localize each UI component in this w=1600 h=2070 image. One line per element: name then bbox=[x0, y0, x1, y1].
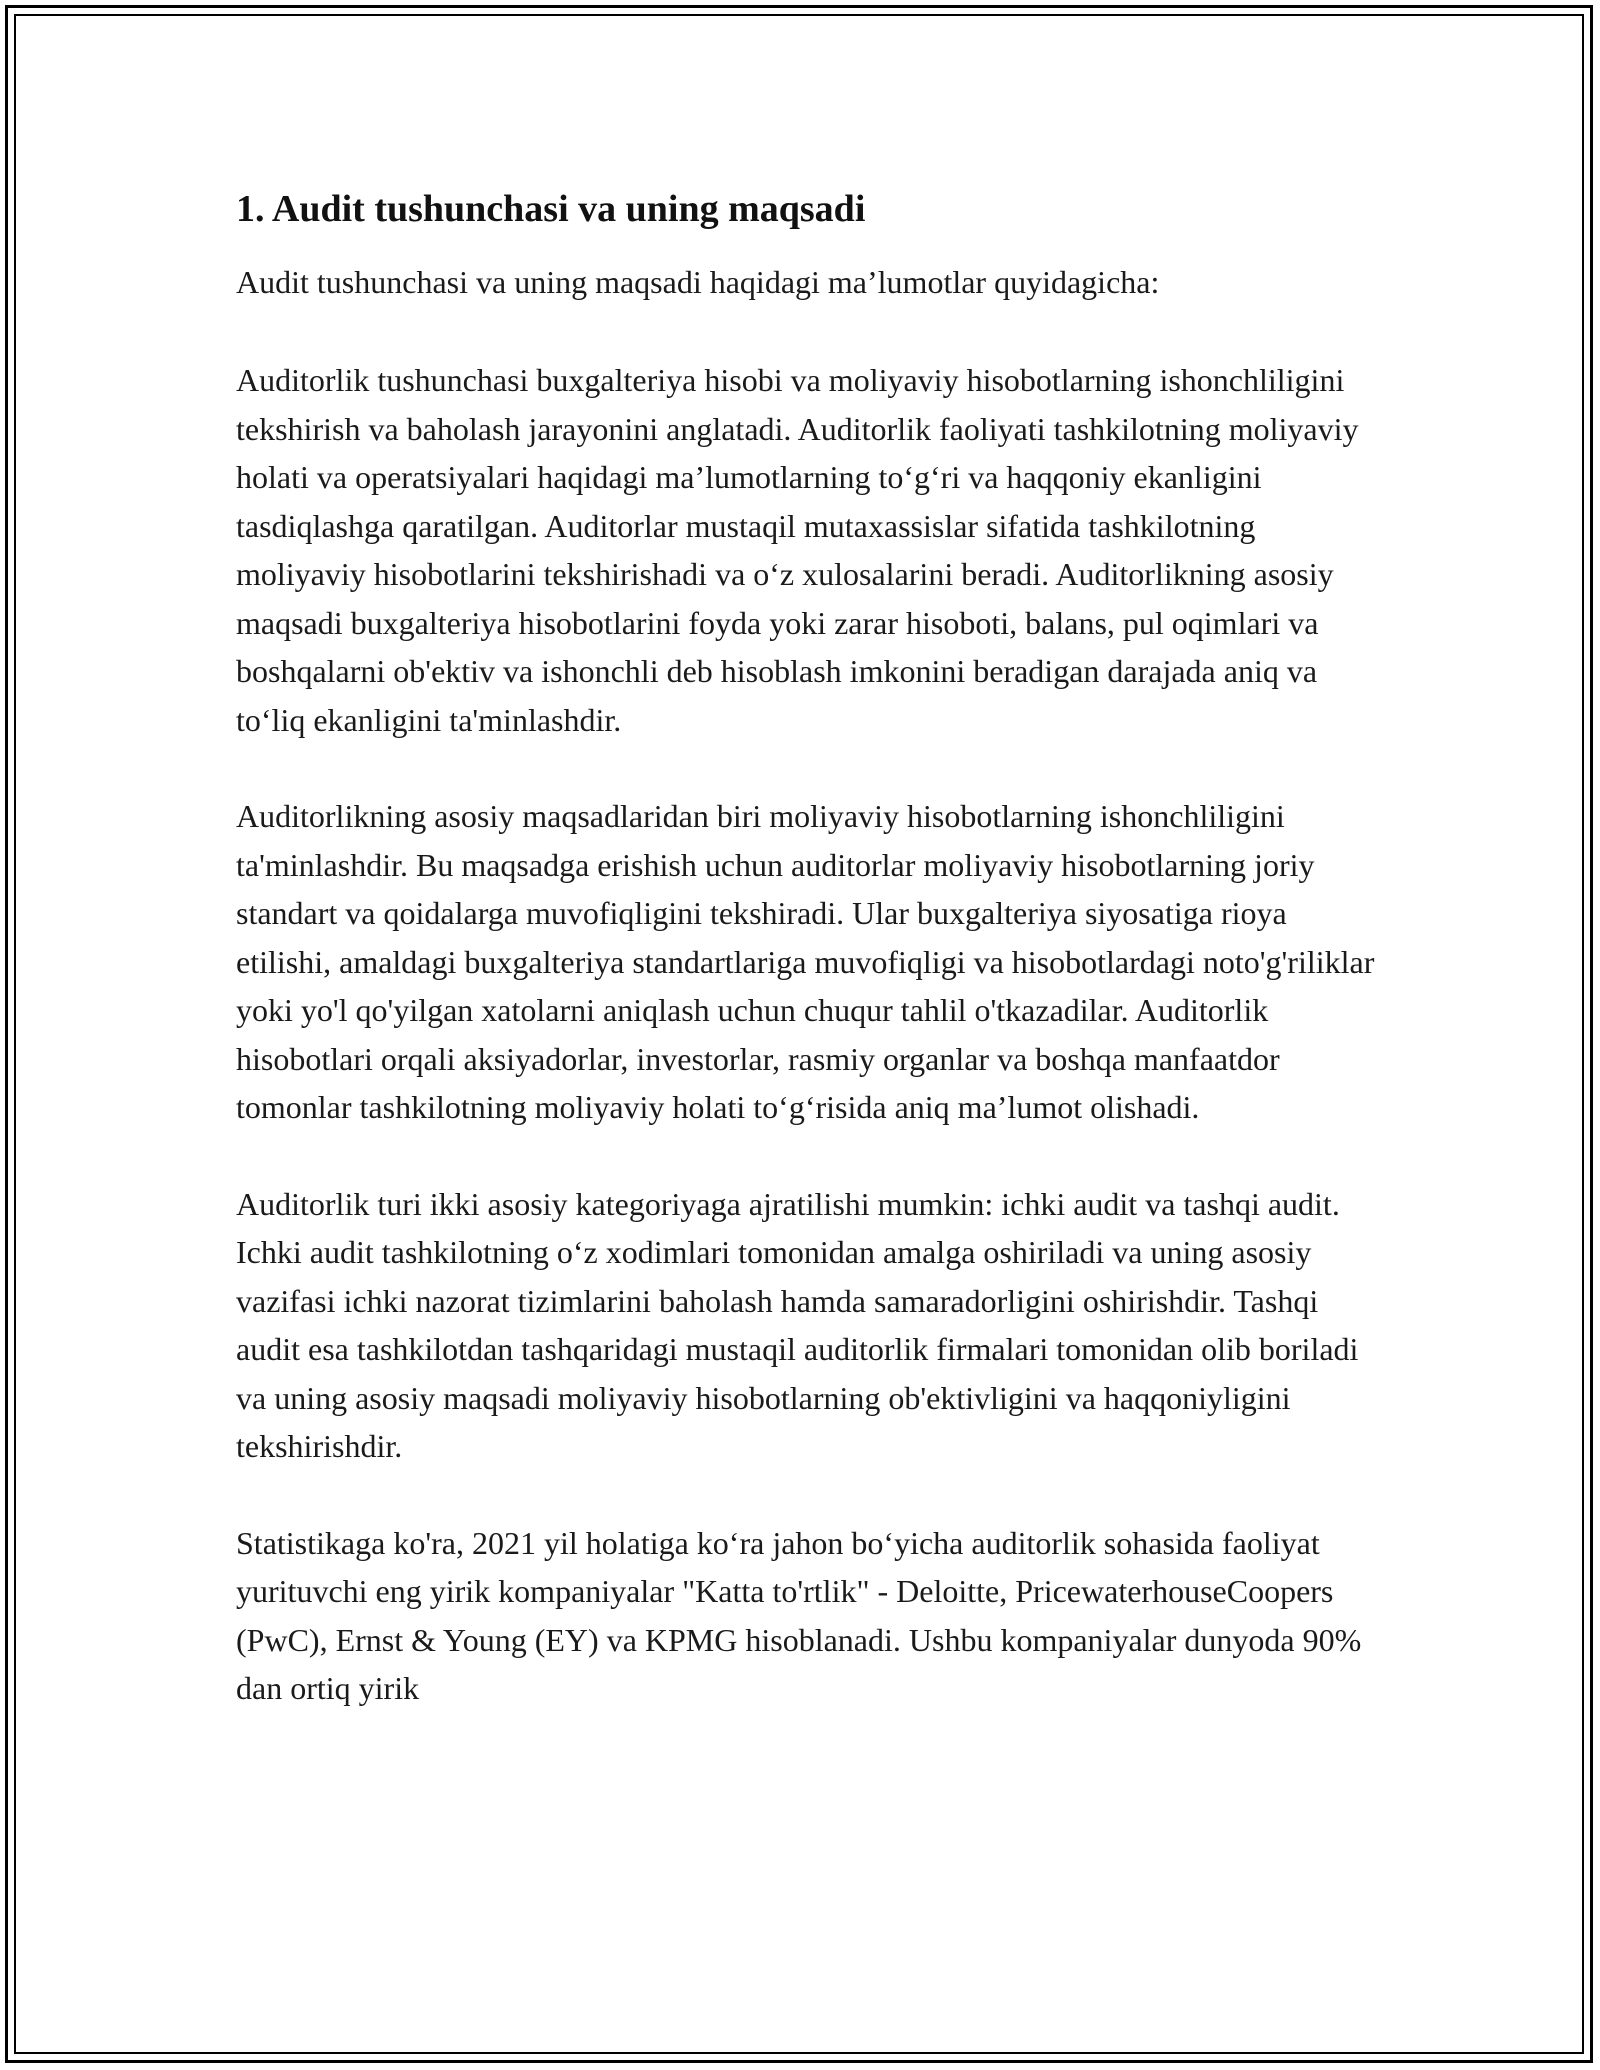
paragraph-main-goal: Auditorlikning asosiy maqsadlaridan biri moliyaviy hisobotlarning ishonchliligini ta'minlashdir. Bu maqsadga erishish uchun auditorlar moliyaviy hisobotlarning joriy standart va qoidalarga muvofiqligini tekshiradi. Ular buxgalteriya siyosatiga rioya etilishi, amaldagi buxgalteriya standartlariga muvofiqligi va hisobotlardagi noto'g'riliklar yoki yo'l qo'yilgan xatolarni aniqlash uchun chuqur tahlil o'tkazadilar. Auditorlik hisobotlari orqali aksiyadorlar, investorlar, rasmiy organlar va boshqa manfaatdor tomonlar tashkilotning moliyaviy holati to‘g‘risida aniq ma’lumot olishadi. bbox=[236, 798, 1375, 1125]
paragraph-statistics: Statistikaga ko'ra, 2021 yil holatiga ko‘ra jahon bo‘yicha auditorlik sohasida faoliyat yurituvchi eng yirik kompaniyalar "Katta to'rtlik" - Deloitte, PricewaterhouseCoopers (PwC), Ernst & Young (EY) va KPMG hisoblanadi. Ushbu kompaniyalar dunyoda 90% dan ortiq yirik bbox=[236, 1524, 1362, 1706]
document-body bbox=[236, 186, 1376, 1761]
intro-paragraph: Audit tushunchasi va uning maqsadi haqidagi ma’lumotlar quyidagicha: bbox=[236, 264, 1160, 300]
paragraph-audit-types: Auditorlik turi ikki asosiy kategoriyaga ajratilishi mumkin: ichki audit va tashqi audit. Ichki audit tashkilotning o‘z xodimlari tomonidan amalga oshiriladi va uning asosiy vazifasi ichki nazorat tizimlarini baholash hamda samaradorligini oshirishdir. Tashqi audit esa tashkilotdan tashqaridagi mustaqil auditorlik firmalari tomonidan olib boriladi va uning asosiy maqsadi moliyaviy hisobotlarning ob'ektivligini va haqqoniyligini tekshirishdir. bbox=[236, 1185, 1359, 1464]
section-heading: 1. Audit tushunchasi va uning maqsadi bbox=[236, 188, 866, 230]
paragraph-definition: Auditorlik tushunchasi buxgalteriya hisobi va moliyaviy hisobotlarning ishonchliligini tekshirish va baholash jarayonini anglatadi. Auditorlik faoliyati tashkilotning moliyaviy holati va operatsiyalari haqidagi ma’lumotlarning to‘g‘ri va haqqoniy ekanligini tasdiqlashga qaratilgan. Auditorlar mustaqil mutaxassislar sifatida tashkilotning moliyaviy hisobotlarini tekshirishadi va o‘z xulosalarini beradi. Auditorlikning asosiy maqsadi buxgalteriya hisobotlarini foyda yoki zarar hisoboti, balans, pul oqimlari va boshqalarni ob'ektiv va ishonchli deb hisoblash imkonini beradigan darajada aniq va to‘liq ekanligini ta'minlashdir. bbox=[236, 362, 1359, 738]
